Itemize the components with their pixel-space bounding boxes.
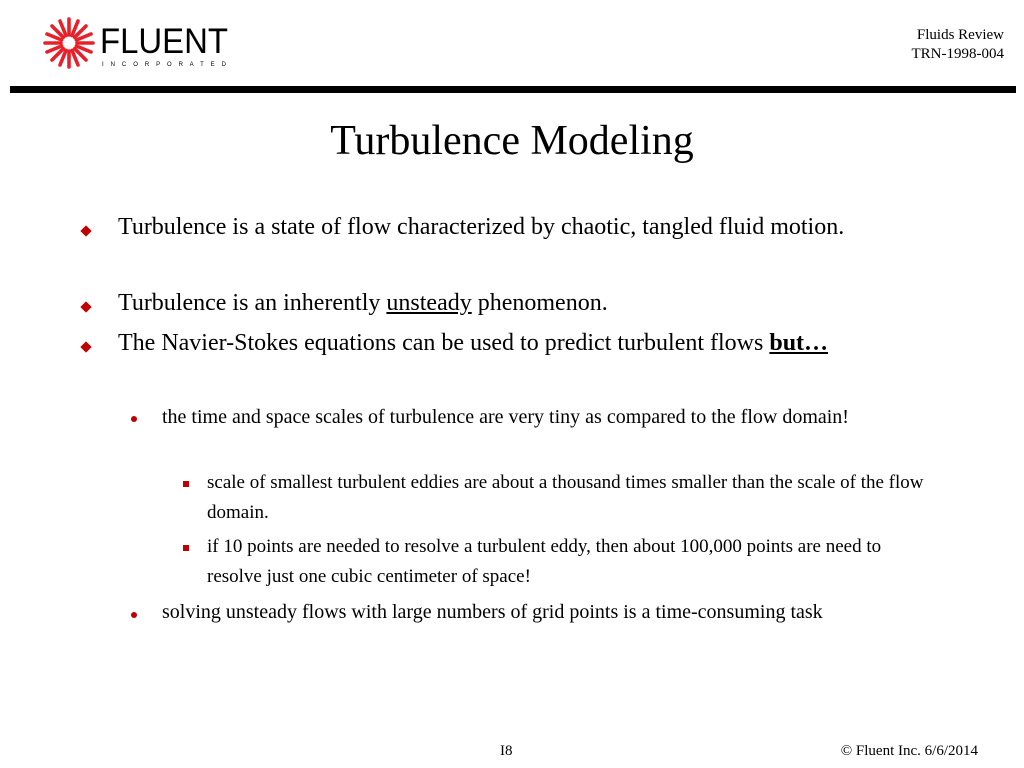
dot-bullet-icon	[131, 612, 137, 618]
sub-sub-bullet-1: scale of smallest turbulent eddies are about a thousand times smaller than the scale of the flow domain.	[207, 472, 924, 523]
sub-bullet-2: solving unsteady flows with large numbers of grid points is a time-consuming task	[162, 601, 823, 623]
header-info	[912, 26, 1005, 64]
slide-title: Turbulence Modeling	[330, 118, 694, 164]
bullet-2	[118, 286, 918, 320]
fluent-logo	[42, 16, 232, 72]
red-starburst-icon	[45, 19, 93, 67]
header-line-2: TRN-1998-004	[911, 46, 1004, 62]
page-number: I8	[500, 743, 513, 759]
header-line-1: Fluids Review	[916, 27, 1004, 43]
diamond-bullet-icon	[80, 225, 91, 236]
logo-subtitle: I N C O R P O R A T E D	[102, 62, 227, 68]
but-emphasis: but…	[769, 330, 829, 356]
dot-bullet-icon	[131, 416, 137, 422]
diamond-bullet-icon	[80, 301, 91, 312]
bullet-2-text: Turbulence is an inherently	[118, 290, 387, 316]
diamond-bullet-icon	[80, 341, 91, 352]
square-bullet-icon	[183, 481, 189, 487]
logo-wordmark: FLUENT	[100, 22, 228, 61]
sub-sub-bullet-2: if 10 points are needed to resolve a turbulent eddy, then about 100,000 points are need to resolve just one cubic centimeter of space!	[207, 536, 882, 587]
header-divider	[10, 86, 1016, 93]
bullet-1: Turbulence is a state of flow characterized by chaotic, tangled fluid motion.	[118, 214, 845, 240]
square-bullet-icon	[183, 545, 189, 551]
bullet-2-tail: phenomenon.	[471, 290, 608, 316]
unsteady-term: unsteady	[386, 290, 472, 316]
sub-bullet-1: the time and space scales of turbulence are very tiny as compared to the flow domain!	[162, 406, 849, 428]
bullet-3-text: The Navier-Stokes equations can be used to predict turbulent flows	[118, 330, 770, 356]
bullet-3	[118, 326, 898, 360]
copyright: © Fluent Inc. 6/6/2014	[840, 743, 978, 759]
